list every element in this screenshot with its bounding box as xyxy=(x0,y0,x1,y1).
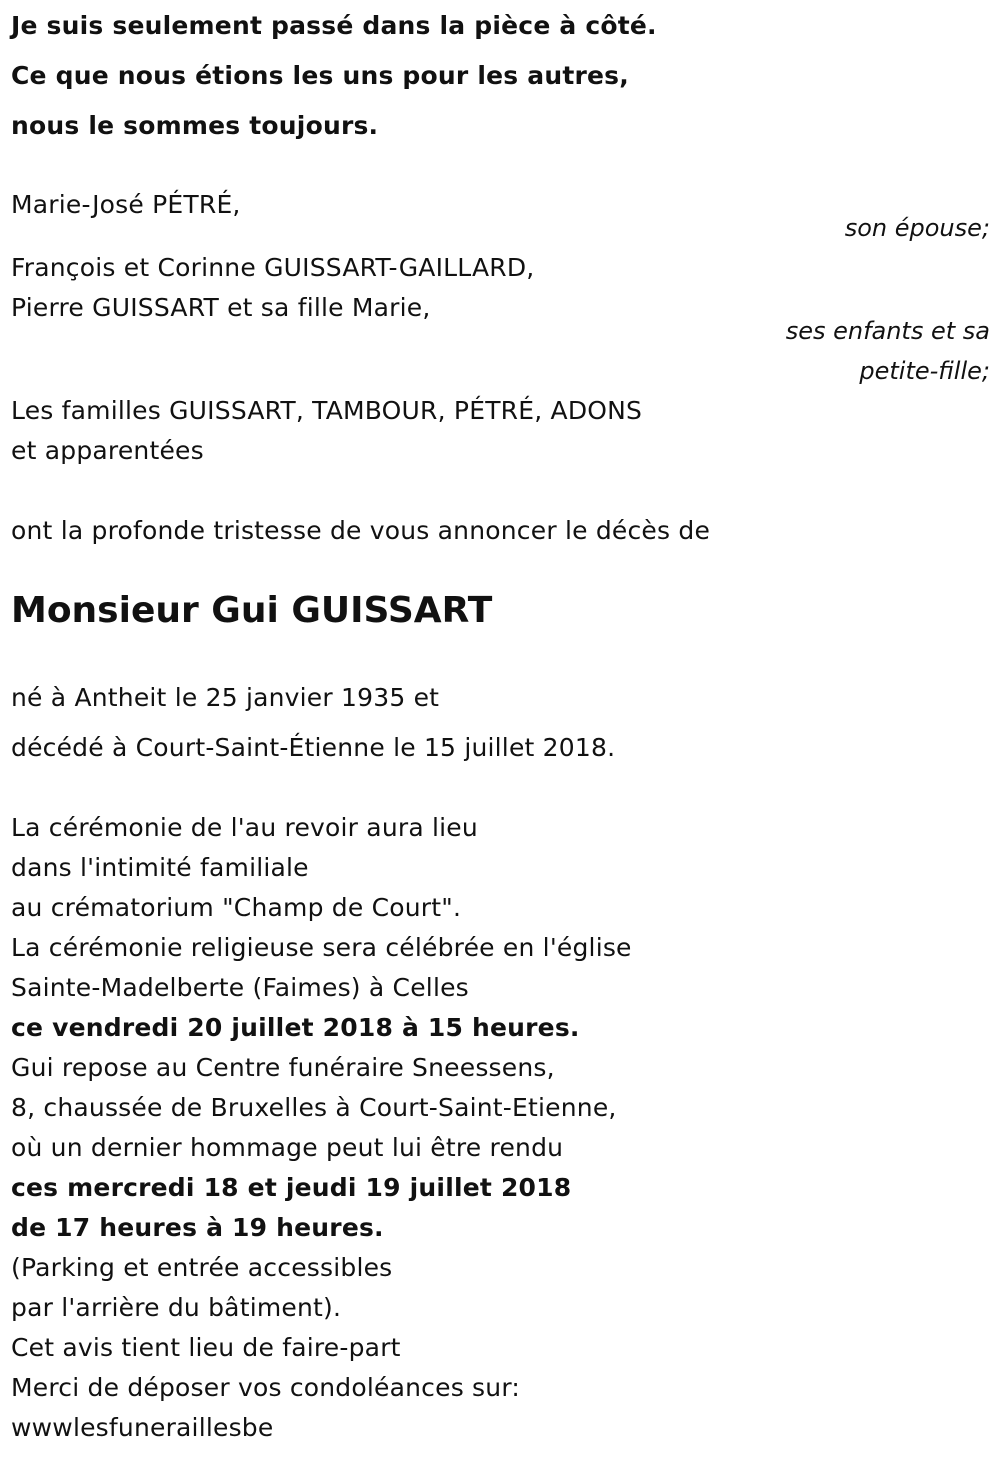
ceremony-line-1: La cérémonie de l'au revoir aura lieu xyxy=(11,813,478,842)
quote-line-3: nous le sommes toujours. xyxy=(11,111,379,140)
ceremony-line-4: La cérémonie religieuse sera célébrée en l'église xyxy=(11,933,632,962)
ceremony-line-3: au crématorium "Champ de Court". xyxy=(11,893,462,922)
ceremony-date-line: ce vendredi 20 juillet 2018 à 15 heures. xyxy=(11,1013,580,1042)
ceremony-line-13: par l'arrière du bâtiment). xyxy=(11,1293,342,1322)
children-role-line-1: ses enfants et sa xyxy=(785,317,990,345)
ceremony-line-7: Gui repose au Centre funéraire Sneessens, xyxy=(11,1053,555,1082)
spouse-role: son épouse; xyxy=(844,214,990,242)
ceremony-line-9: où un dernier hommage peut lui être rendu xyxy=(11,1133,564,1162)
families-line-1: Les familles GUISSART, TAMBOUR, PÉTRÉ, ADONS xyxy=(11,396,643,425)
quote-line-2: Ce que nous étions les uns pour les autres, xyxy=(11,61,629,90)
ceremony-line-5: Sainte-Madelberte (Faimes) à Celles xyxy=(11,973,469,1002)
ceremony-line-8: 8, chaussée de Bruxelles à Court-Saint-Etienne, xyxy=(11,1093,617,1122)
children-role-line-2: petite-fille; xyxy=(859,357,990,385)
children-line-2: Pierre GUISSART et sa fille Marie, xyxy=(11,293,431,322)
condolences-website: wwwlesfuneraillesbe xyxy=(11,1413,274,1442)
spouse-name: Marie-José PÉTRÉ, xyxy=(11,190,241,219)
announcement: ont la profonde tristesse de vous annoncer le décès de xyxy=(11,516,711,545)
visiting-hours-line: de 17 heures à 19 heures. xyxy=(11,1213,384,1242)
children-line-1: François et Corinne GUISSART-GAILLARD, xyxy=(11,253,535,282)
deceased-name: Monsieur Gui GUISSART xyxy=(11,590,493,631)
birth-line: né à Antheit le 25 janvier 1935 et xyxy=(11,683,440,712)
ceremony-line-12: (Parking et entrée accessibles xyxy=(11,1253,393,1282)
ceremony-line-14: Cet avis tient lieu de faire-part xyxy=(11,1333,401,1362)
ceremony-line-15: Merci de déposer vos condoléances sur: xyxy=(11,1373,520,1402)
families-line-2: et apparentées xyxy=(11,436,204,465)
ceremony-line-2: dans l'intimité familiale xyxy=(11,853,309,882)
visiting-days-line: ces mercredi 18 et jeudi 19 juillet 2018 xyxy=(11,1173,572,1202)
death-line: décédé à Court-Saint-Étienne le 15 juillet 2018. xyxy=(11,733,616,762)
quote-line-1: Je suis seulement passé dans la pièce à côté. xyxy=(11,11,657,40)
